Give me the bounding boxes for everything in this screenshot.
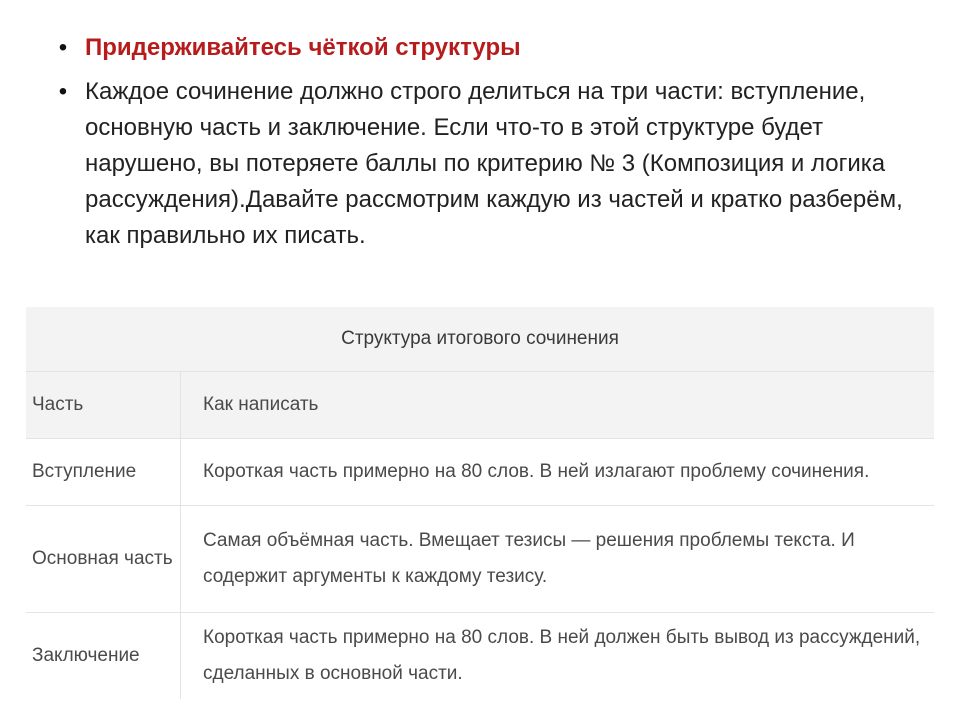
header-part-label: Часть <box>32 394 84 415</box>
row-part-text: Вступление <box>32 461 137 482</box>
row-how-cell <box>181 439 934 505</box>
row-how-cell <box>181 506 934 612</box>
row-part-text: Основная часть <box>32 548 173 569</box>
row-part-cell <box>26 439 181 505</box>
table-row <box>26 438 934 505</box>
row-part-cell <box>26 613 181 699</box>
header-part <box>26 372 181 438</box>
bullet-dot-icon: • <box>58 34 68 61</box>
bullet-heading-text: Придерживайтесь чёткой структуры <box>85 34 521 61</box>
row-how-text: Самая объёмная часть. Вмещает тезисы — решения проблемы текста. И содержит аргументы к каждому тезису. <box>203 530 855 587</box>
header-how-label: Как написать <box>203 394 319 415</box>
row-how-cell <box>181 613 934 699</box>
row-part-text: Заключение <box>32 645 140 666</box>
bullet-dot-icon: • <box>58 78 68 105</box>
table-row <box>26 505 934 612</box>
table-row <box>26 612 934 699</box>
row-how-text: Короткая часть примерно на 80 слов. В ней излагают проблему сочинения. <box>203 461 870 482</box>
header-how <box>181 372 934 438</box>
table-header-row <box>26 371 934 438</box>
structure-table <box>26 307 934 695</box>
table-caption: Структура итогового сочинения <box>26 307 934 371</box>
bullet-body <box>56 74 936 254</box>
bullet-list <box>56 30 936 262</box>
row-how-text: Короткая часть примерно на 80 слов. В ней должен быть вывод из рассуждений, сделанных в основной части. <box>203 627 921 684</box>
row-part-cell <box>26 506 181 612</box>
bullet-body-text: Каждое сочинение должно строго делиться на три части: вступление, основную часть и заключение. Если что-то в этой структуре будет нарушено, вы потеряете баллы по критерию № 3 (Композиция и логика рассуждения).Давайте рассмотрим каждую из частей и кратко разберём, как правильно их писать. <box>85 78 903 249</box>
bullet-heading <box>56 30 936 66</box>
